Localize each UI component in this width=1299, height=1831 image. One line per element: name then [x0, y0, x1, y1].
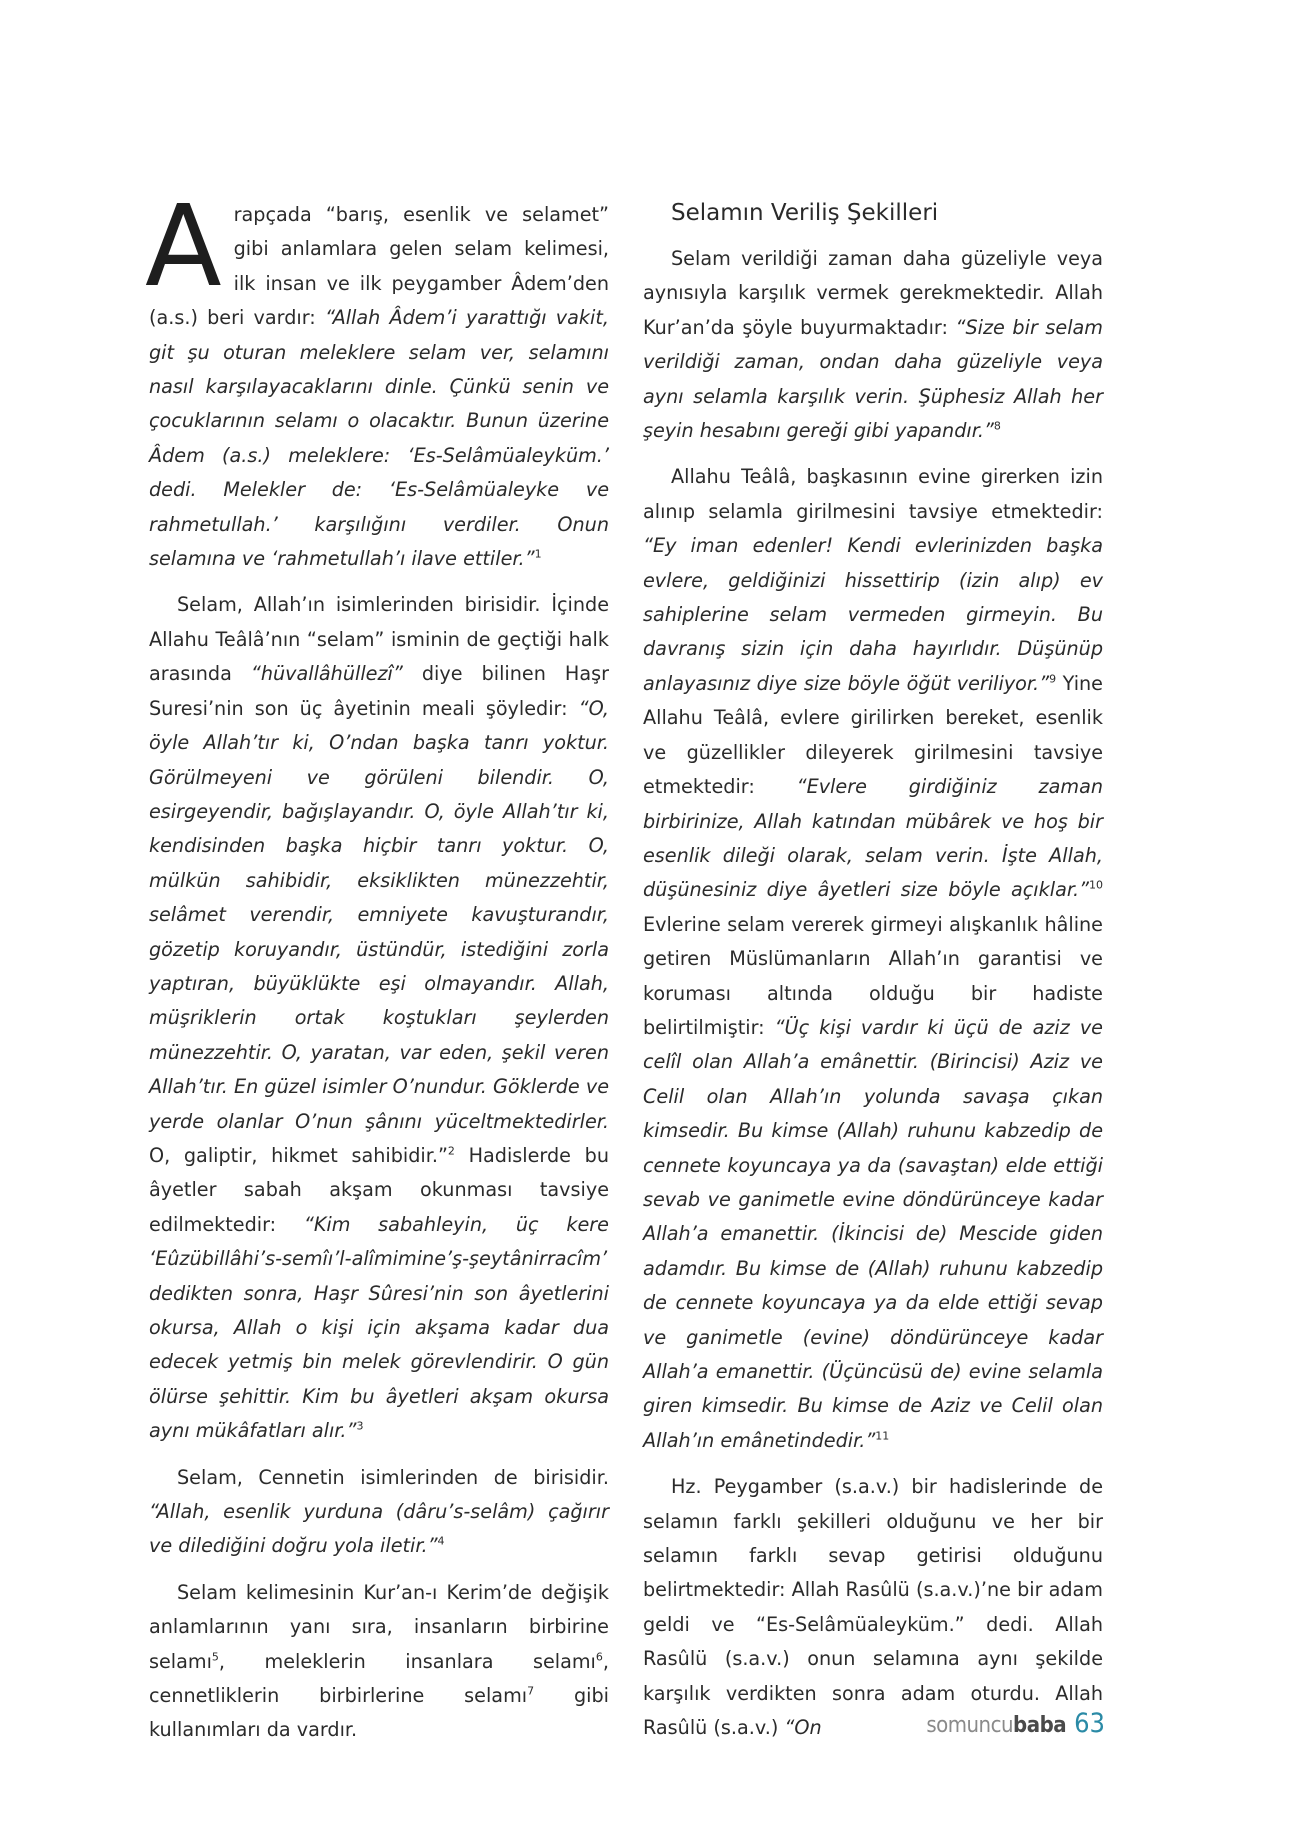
footnote-ref: 9 [1049, 672, 1057, 686]
footnote-ref: 4 [437, 1535, 445, 1549]
footnote-ref: 2 [447, 1144, 455, 1158]
body-text: Evlerine selam vererek girmeyi alışkanlık hâline getiren Müslümanların Allah’ın garantisi ve koruması altında olduğu bir hadiste belirtilmiştir: [643, 912, 1103, 1039]
intro-paragraph [145, 182, 609, 576]
verse-quote: “O, öyle Allah’tır ki, O’ndan başka tanrı yoktur. Görülmeyeni ve görüleni bilendir. O, esirgeyendir, bağışlayandır. O, öyle Allah’tır ki, kendisinden başka hiçbir tanrı yoktur. O, mülkün sahibidir, eksiklikten münezzehtir, selâmet verendir, emniyete kavuşturandır, gözetip koruyandır, üstündür, istediğini zorla yaptıran, büyüklükte eşi olmayandır. Allah, müşriklerin ortak koştukları şeylerden münezzehtir. O, yaratan, var eden, şekil veren Allah’tır. En güzel isimler O’nundur. Göklerde ve yerde olanlar O’nun şânını yüceltmektedirler. [149, 696, 609, 1133]
drop-cap: A [145, 182, 222, 312]
page-footer [926, 1708, 1105, 1744]
paragraph-hz-peygamber [643, 1470, 1103, 1745]
verse-quote: “Evlere girdiğiniz zaman birbirinize, Allah katından mübârek ve hoş bir esenlik dileği olarak, selam verin. İşte Allah, düşünesiniz diye âyetleri size böyle açıklar.” [643, 775, 1103, 902]
verse-quote: “Ey iman edenler! Kendi evlerinizden başka evlere, geldiğinizi hissettirip (izin alıp) ev sahiplerine selam vermeden girmeyin. Bu davranış sizin için daha hayırlıdır. Düşünüp anlayasınız diye size böyle öğüt veriliyor.” [643, 534, 1103, 695]
body-text: Hz. Peygamber (s.a.v.) bir hadislerinde de selamın farklı şekilleri olduğunu ve her bir selamın farklı sevap getirisi olduğunu belirtmektedir: Allah Rasûlü (s.a.v.)’ne bir adam geldi ve “Es-Selâmüaleyküm.” dedi. Allah Rasûlü (s.a.v.) onun selamına aynı şekilde karşılık verdikten sonra adam oturdu. Allah Rasûlü (s.a.v.) [643, 1475, 1103, 1740]
page-number: 63 [1074, 1708, 1105, 1739]
intro-text: rapçada “barış, esenlik ve selamet” gibi anlamlara gelen selam kelimesi, ilk insan ve ilk peygamber Âdem’den (a.s.) beri vardır: [149, 203, 609, 330]
verse-quote: “Size bir selam verildiği zaman, ondan daha güzeliyle veya aynı selamla karşılık verin. Şüphesiz Allah her şeyin hesabını gereği gibi yapandır.” [643, 315, 1104, 443]
body-text: , cennetliklerin birbirlerine selamı [149, 1649, 609, 1708]
body-text: Selam kelimesinin Kur’an-ı Kerim’de değişik anlamlarının yanı sıra, insanların birbirine selamı [149, 1580, 609, 1673]
brand-logo-bold: baba [1013, 1713, 1067, 1738]
verse-quote: “Allah, esenlik yurduna (dâru’s-selâm) çağırır ve dilediğini doğru yola iletir.” [149, 1500, 609, 1558]
body-text: Selam, Allah’ın isimlerinden birisidir. İçinde Allahu Teâlâ’nın “selam” isminin de geçtiği halk arasında [149, 593, 609, 686]
footnote-ref: 1 [534, 547, 542, 561]
footnote-ref: 6 [595, 1650, 603, 1664]
body-text: Selam verildiği zaman daha güzeliyle veya aynısıyla karşılık vermek gerekmektedir. Allah Kur’an’da şöyle buyurmaktadır: [643, 247, 1103, 339]
body-text: O, galiptir, hikmet sahibidir.” [149, 1143, 448, 1167]
body-text: Hadislerde bu âyetler sabah akşam okunması tavsiye edilmektedir: [149, 1143, 609, 1236]
footnote-ref: 10 [1089, 878, 1103, 892]
left-column [145, 182, 609, 1748]
body-text: Allahu Teâlâ, başkasının evine girerken izin alınıp selamla girilmesini tavsiye etmektedir: [643, 465, 1103, 523]
body-text: , meleklerin insanlara selamı [218, 1649, 596, 1673]
section-heading: Selamın Veriliş Şekilleri [671, 200, 939, 226]
paragraph-kuran-usage [149, 1576, 609, 1748]
footnote-ref: 7 [527, 1684, 535, 1698]
body-text: gibi kullanımları da vardır. [149, 1684, 609, 1742]
footnote-ref: 5 [211, 1650, 219, 1664]
quoted-term: “hüvallâhüllezî” [250, 662, 403, 686]
right-column [643, 198, 1103, 1745]
body-text: Selam, Cennetin isimlerinden de birisidir. [177, 1465, 609, 1489]
paragraph-response [643, 242, 1103, 448]
paragraph-selam-allah [149, 588, 609, 1448]
hadith-quote: “Kim sabahleyin, üç kere ‘Eûzübillâhi’s-semîı’l-alîmimine’ş-şeytânirracîm’ dedikten sonra, Haşr Sûresi’nin son âyetlerini okursa, Allah o kişi için akşama kadar dua edecek yetmiş bin melek görevlendirir. O gün ölürse şehittir. Kim bu âyetleri akşam okursa aynı mükâfatları alır.” [149, 1212, 609, 1443]
footnote-ref: 11 [875, 1429, 890, 1443]
hadith-quote: “Üç kişi vardır ki üçü de aziz ve celîl olan Allah’a emânettir. (Birincisi) Aziz ve Celil olan Allah’ın yolunda savaşa çıkan kimsedir. Bu kimse (Allah) ruhunu kabzedip de cennete koyuncaya ya da (savaştan) elde ettiği sevab ve ganimetle evine döndürünceye kadar Allah’a emanettir. (İkincisi de) Mescide giden adamdır. Bu kimse de (Allah) ruhunu kabzedip de cennete koyuncaya ya da elde ettiği sevap ve ganimetle (evine) döndürünceye kadar Allah’a emanettir. (Üçüncüsü de) evine selamla giren kimsedir. Bu kimse de Aziz ve Celil olan Allah’ın emânetindedir.” [643, 1015, 1103, 1452]
footnote-ref: 3 [356, 1419, 364, 1433]
body-text: diye bilinen Haşr Suresi’nin son üç âyetinin meali şöyledir: [149, 662, 609, 720]
paragraph-entering-homes [643, 460, 1103, 1458]
paragraph-cennet [149, 1461, 609, 1564]
brand-logo-light: somuncu [926, 1713, 1014, 1738]
hadith-quote: “Allah Âdem’i yarattığı vakit, git şu oturan meleklere selam ver, selamını nasıl karşılayacaklarını dinle. Çünkü senin ve çocuklarının selamı o olacaktır. Bunun üzerine Âdem (a.s.) meleklere: ‘Es-Selâmüaleyküm.’ dedi. Melekler de: ‘Es-Selâmüaleyke ve rahmetullah.’ karşılığını verdiler. Onun selamına ve ‘rahmetullah’ı ilave ettiler.” [149, 306, 609, 571]
body-text: Yine Allahu Teâlâ, evlere girilirken bereket, esenlik ve güzellikler dileyerek girilmesini tavsiye etmektedir: [643, 671, 1103, 799]
footnote-ref: 8 [993, 419, 1001, 433]
hadith-quote: “On [784, 1716, 822, 1740]
